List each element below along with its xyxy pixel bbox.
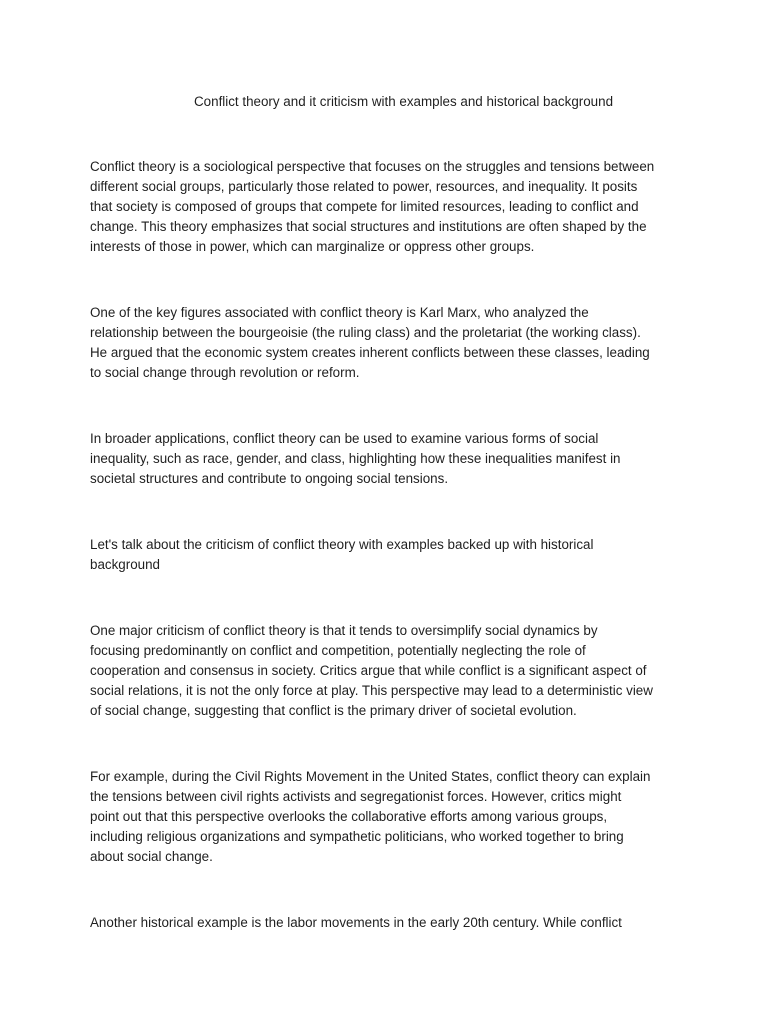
- text-line: focusing predominantly on conflict and competition, potentially neglecting the role of: [90, 643, 586, 658]
- text-line: Conflict theory is a sociological perspective that focuses on the struggles and tensions between: [90, 159, 655, 174]
- paragraph-karl-marx: [90, 303, 690, 383]
- text-line: background: [90, 557, 160, 572]
- text-line: One of the key figures associated with conflict theory is Karl Marx, who analyzed the: [90, 305, 589, 320]
- text-line: societal structures and contribute to ongoing social tensions.: [90, 471, 449, 486]
- text-line: point out that this perspective overlooks the collaborative efforts among various groups,: [90, 809, 608, 824]
- text-line: that society is composed of groups that compete for limited resources, leading to conflict and: [90, 199, 639, 214]
- text-line: about social change.: [90, 849, 213, 864]
- paragraph-major-criticism: [90, 621, 690, 721]
- text-line: to social change through revolution or reform.: [90, 365, 360, 380]
- document-title: Conflict theory and it criticism with examples and historical background: [194, 94, 614, 109]
- paragraph-labor-movements: [90, 913, 690, 933]
- text-line: interests of those in power, which can marginalize or oppress other groups.: [90, 239, 535, 254]
- text-line: For example, during the Civil Rights Movement in the United States, conflict theory can explain: [90, 769, 651, 784]
- text-line: change. This theory emphasizes that social structures and institutions are often shaped by the: [90, 219, 647, 234]
- text-line: social relations, it is not the only force at play. This perspective may lead to a deterministic view: [90, 683, 653, 698]
- text-line: Another historical example is the labor movements in the early 20th century. While conflict: [90, 915, 622, 930]
- paragraph-broader-applications: [90, 429, 690, 489]
- text-line: cooperation and consensus in society. Critics argue that while conflict is a significant aspect of: [90, 663, 647, 678]
- paragraph-definition: [90, 157, 690, 257]
- text-line: the tensions between civil rights activists and segregationist forces. However, critics might: [90, 789, 622, 804]
- paragraph-criticism-intro: [90, 535, 690, 575]
- text-line: of social change, suggesting that conflict is the primary driver of societal evolution.: [90, 703, 577, 718]
- text-line: relationship between the bourgeoisie (the ruling class) and the proletariat (the working class).: [90, 325, 641, 340]
- text-line: different social groups, particularly those related to power, resources, and inequality. It posits: [90, 179, 638, 194]
- text-line: One major criticism of conflict theory is that it tends to oversimplify social dynamics by: [90, 623, 598, 638]
- text-line: Let's talk about the criticism of conflict theory with examples backed up with historical: [90, 537, 594, 552]
- paragraph-civil-rights-example: [90, 767, 690, 867]
- text-line: In broader applications, conflict theory can be used to examine various forms of social: [90, 431, 599, 446]
- text-line: He argued that the economic system creates inherent conflicts between these classes, leading: [90, 345, 650, 360]
- text-line: inequality, such as race, gender, and class, highlighting how these inequalities manifest in: [90, 451, 621, 466]
- text-line: including religious organizations and sympathetic politicians, who worked together to bring: [90, 829, 624, 844]
